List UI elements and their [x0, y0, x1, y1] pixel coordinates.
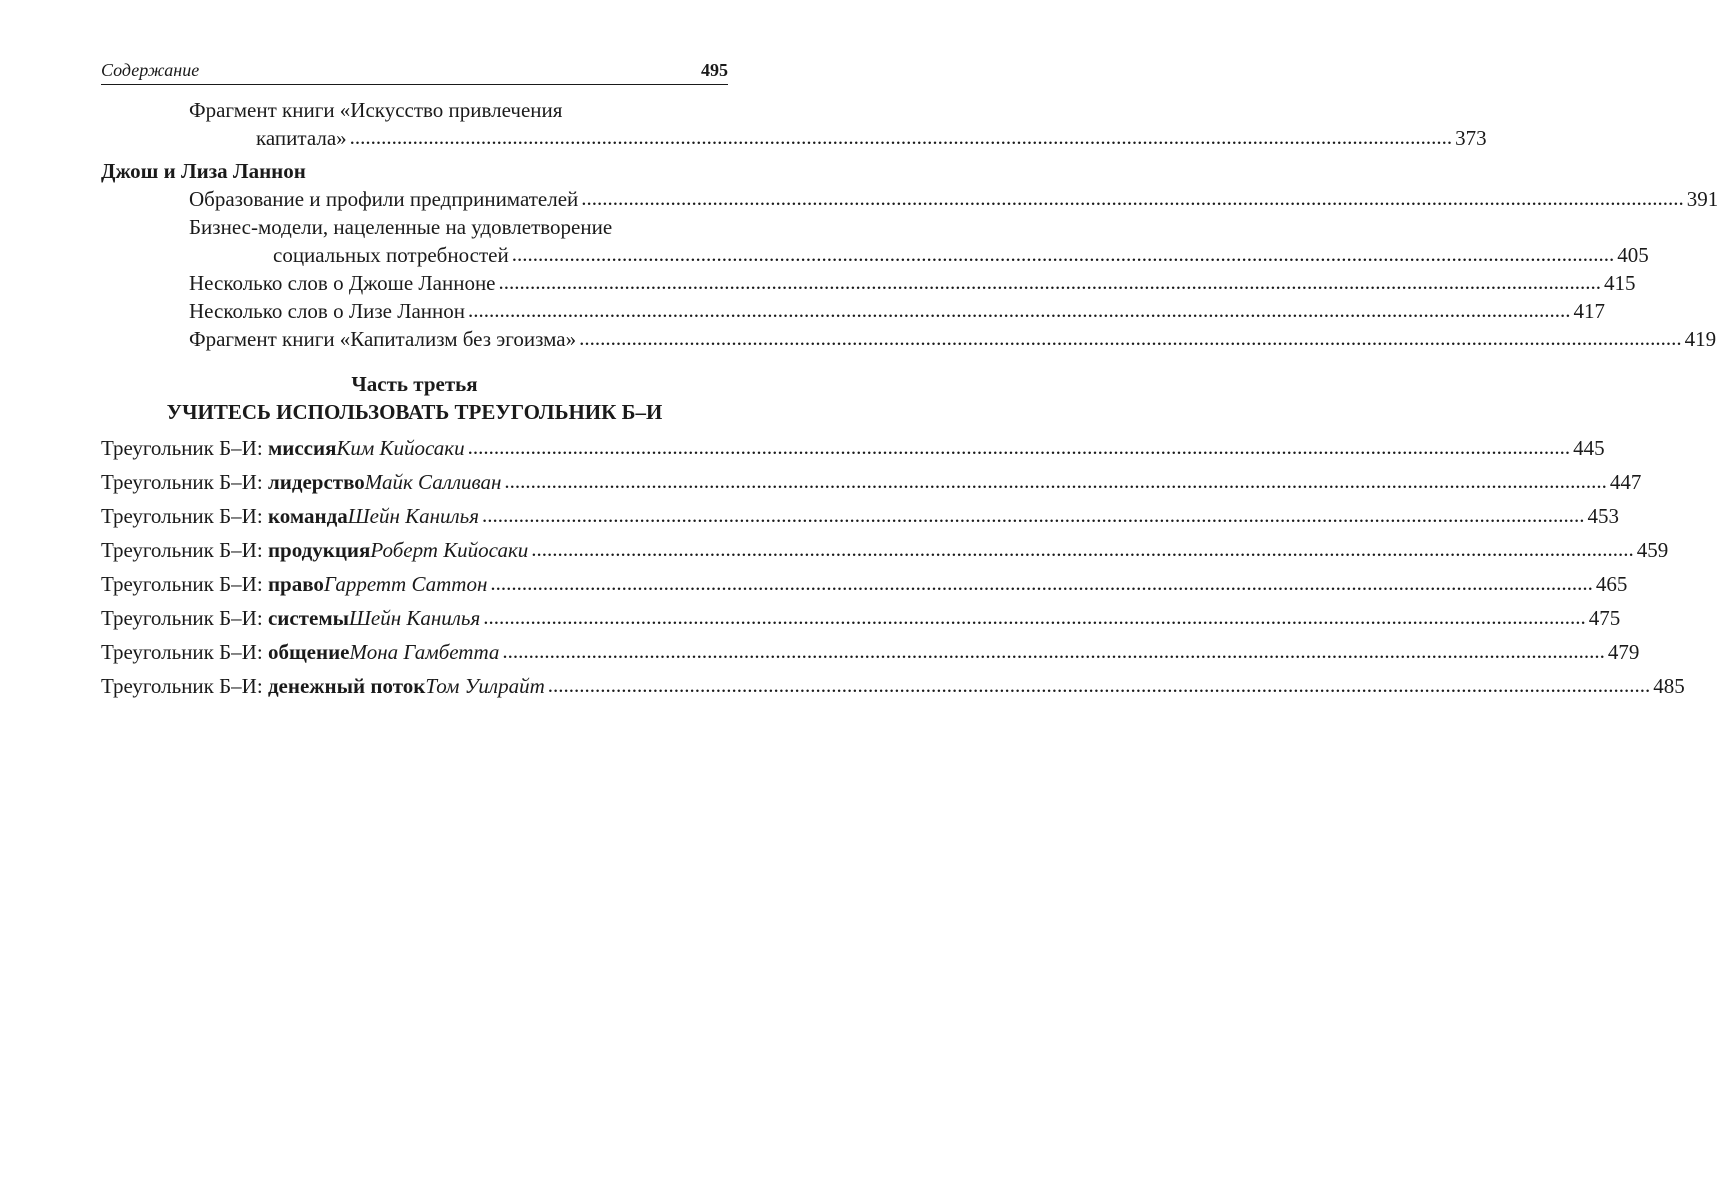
toc-entry[interactable]: Несколько слов о Джоше Ланноне ..... 415 [101, 269, 728, 297]
page-ref: 405 [1617, 243, 1649, 267]
page-ref: 373 [1455, 126, 1487, 150]
page-ref: 447 [1609, 470, 1642, 494]
triangle-row[interactable]: Треугольник Б–И: лидерство Майк Салливан ..... 447 [101, 470, 728, 504]
toc-entry[interactable]: Фрагмент книги «Капитализм без эгоизма» ..... 419 [101, 325, 728, 353]
page-ref: 453 [1587, 504, 1619, 528]
page-ref: 459 [1636, 538, 1669, 562]
leader-dots [490, 571, 1593, 596]
header-page-number: 495 [701, 60, 728, 80]
page-ref: 445 [1573, 436, 1605, 460]
toc-entry[interactable]: Образование и профили предпринимателей ..... 391 [101, 185, 728, 213]
leader-dots [581, 184, 1684, 212]
toc-entry[interactable]: Несколько слов о Лизе Ланнон ..... 417 [101, 297, 728, 325]
page-ref: 479 [1607, 640, 1640, 664]
leader-dots [512, 240, 1615, 268]
page-ref: 485 [1653, 674, 1685, 698]
leader-dots [350, 123, 1453, 151]
header-title: Содержание [101, 60, 200, 80]
leader-dots [579, 324, 1682, 352]
triangle-row[interactable]: Треугольник Б–И: команда Шейн Канилья ..... 453 [101, 504, 728, 538]
toc-entry-line2[interactable]: капитала» ..... 373 [101, 124, 728, 152]
triangle-list [101, 436, 1685, 708]
page-ref: 465 [1595, 572, 1628, 596]
leader-dots [482, 503, 1585, 528]
leader-dots [531, 537, 1634, 562]
section-author: Джош и Лиза Ланнон [101, 159, 306, 183]
page-ref: 475 [1588, 606, 1621, 630]
toc-author-section [101, 157, 1718, 353]
toc-top-block [101, 96, 1487, 152]
triangle-row[interactable]: Треугольник Б–И: право Гарретт Саттон ..... 465 [101, 572, 728, 606]
leader-dots [548, 673, 1651, 698]
triangle-row[interactable]: Треугольник Б–И: системы Шейн Канилья ..... 475 [101, 606, 728, 640]
part-heading [101, 370, 728, 426]
page-ref: 417 [1573, 299, 1605, 323]
leader-dots [468, 296, 1571, 324]
running-header [101, 60, 728, 85]
triangle-row[interactable]: Треугольник Б–И: продукция Роберт Кийосаки ..... 459 [101, 538, 728, 572]
triangle-row[interactable]: Треугольник Б–И: миссия Ким Кийосаки ..... 445 [101, 436, 728, 470]
page-ref: 419 [1684, 327, 1717, 351]
toc-entry-line1: Бизнес-модели, нацеленные на удовлетворение [189, 215, 613, 239]
leader-dots [468, 435, 1571, 460]
page-ref: 391 [1686, 187, 1718, 211]
part-label: Часть третья [351, 372, 478, 396]
leader-dots [499, 268, 1602, 296]
toc-entry-line1: Фрагмент книги «Искусство привлечения [189, 98, 563, 122]
toc-entry-line2[interactable]: социальных потребностей ..... 405 [101, 241, 728, 269]
triangle-row[interactable]: Треугольник Б–И: общение Мона Гамбетта ..... 479 [101, 640, 728, 674]
leader-dots [502, 639, 1605, 664]
leader-dots [483, 605, 1586, 630]
triangle-row[interactable]: Треугольник Б–И: денежный поток Том Уилрайт ..... 485 [101, 674, 728, 708]
leader-dots [504, 469, 1607, 494]
page-ref: 415 [1604, 271, 1636, 295]
part-title: УЧИТЕСЬ ИСПОЛЬЗОВАТЬ ТРЕУГОЛЬНИК Б–И [166, 400, 663, 424]
